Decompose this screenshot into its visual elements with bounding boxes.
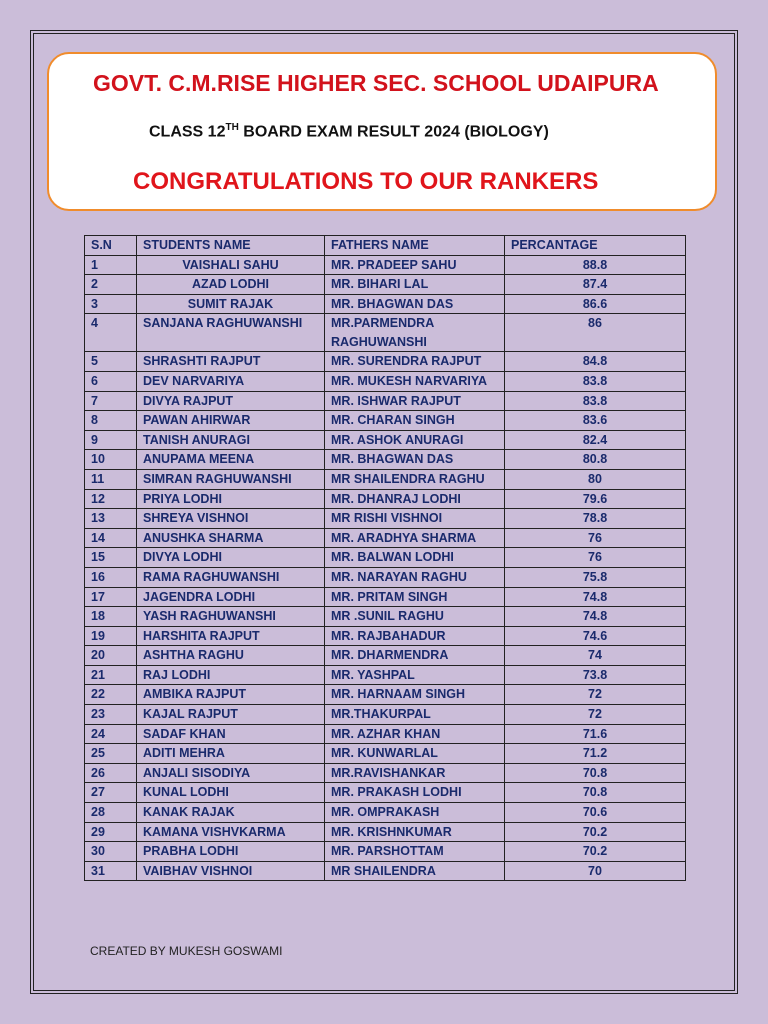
cell-father-name: MR. BIHARI LAL <box>325 275 505 295</box>
cell-father-name: MR. YASHPAL <box>325 665 505 685</box>
cell-percentage: 74.8 <box>505 607 686 627</box>
table-row <box>85 391 686 411</box>
cell-father-name: MR. RAJBAHADUR <box>325 626 505 646</box>
cell-percentage: 72 <box>505 705 686 725</box>
cell-father-name: MR SHAILENDRA <box>325 861 505 881</box>
table-row <box>85 275 686 295</box>
cell-sn: 17 <box>85 587 137 607</box>
cell-percentage: 70.8 <box>505 783 686 803</box>
table-row <box>85 646 686 666</box>
cell-percentage: 78.8 <box>505 509 686 529</box>
cell-percentage: 70.6 <box>505 803 686 823</box>
cell-sn: 19 <box>85 626 137 646</box>
cell-father-name: MR. DHANRAJ LODHI <box>325 489 505 509</box>
table-row <box>85 724 686 744</box>
table-row <box>85 352 686 372</box>
cell-percentage: 84.8 <box>505 352 686 372</box>
table-row <box>85 314 686 352</box>
cell-sn: 3 <box>85 294 137 314</box>
cell-percentage: 88.8 <box>505 255 686 275</box>
column-header-student: STUDENTS NAME <box>137 236 325 256</box>
table-row <box>85 842 686 862</box>
cell-sn: 6 <box>85 371 137 391</box>
table-row <box>85 255 686 275</box>
cell-sn: 8 <box>85 411 137 431</box>
table-row <box>85 450 686 470</box>
cell-percentage: 70.2 <box>505 822 686 842</box>
cell-sn: 4 <box>85 314 137 352</box>
cell-sn: 16 <box>85 567 137 587</box>
cell-student-name: ANJALI SISODIYA <box>137 763 325 783</box>
cell-father-name: MR .SUNIL RAGHU <box>325 607 505 627</box>
table-row <box>85 665 686 685</box>
cell-sn: 11 <box>85 469 137 489</box>
cell-student-name: AMBIKA RAJPUT <box>137 685 325 705</box>
cell-father-name: MR. PRITAM SINGH <box>325 587 505 607</box>
cell-father-name: MR. PRAKASH LODHI <box>325 783 505 803</box>
cell-student-name: SANJANA RAGHUWANSHI <box>137 314 325 352</box>
cell-sn: 2 <box>85 275 137 295</box>
cell-father-name: MR. BHAGWAN DAS <box>325 294 505 314</box>
table-row <box>85 371 686 391</box>
cell-father-name: MR. BALWAN LODHI <box>325 548 505 568</box>
cell-percentage: 70 <box>505 861 686 881</box>
cell-student-name: DIVYA RAJPUT <box>137 391 325 411</box>
column-header-father: FATHERS NAME <box>325 236 505 256</box>
cell-student-name: ANUSHKA SHARMA <box>137 528 325 548</box>
cell-percentage: 71.6 <box>505 724 686 744</box>
cell-father-name: MR. BHAGWAN DAS <box>325 450 505 470</box>
table-row <box>85 411 686 431</box>
cell-student-name: ADITI MEHRA <box>137 744 325 764</box>
cell-student-name: PAWAN AHIRWAR <box>137 411 325 431</box>
class-superscript: TH <box>225 122 239 133</box>
cell-father-name: MR. OMPRAKASH <box>325 803 505 823</box>
cell-student-name: ASHTHA RAGHU <box>137 646 325 666</box>
cell-percentage: 72 <box>505 685 686 705</box>
cell-father-name: MR. KRISHNKUMAR <box>325 822 505 842</box>
cell-percentage: 74.8 <box>505 587 686 607</box>
cell-percentage: 83.8 <box>505 391 686 411</box>
cell-father-name: MR. ARADHYA SHARMA <box>325 528 505 548</box>
footer-credit: CREATED BY MUKESH GOSWAMI <box>90 944 283 958</box>
cell-sn: 26 <box>85 763 137 783</box>
cell-percentage: 83.6 <box>505 411 686 431</box>
congratulations-title: CONGRATULATIONS TO OUR RANKERS <box>133 168 599 195</box>
cell-student-name: RAMA RAGHUWANSHI <box>137 567 325 587</box>
cell-student-name: PRIYA LODHI <box>137 489 325 509</box>
cell-sn: 1 <box>85 255 137 275</box>
cell-percentage: 79.6 <box>505 489 686 509</box>
cell-student-name: VAIBHAV VISHNOI <box>137 861 325 881</box>
table-row <box>85 705 686 725</box>
cell-student-name: SUMIT RAJAK <box>137 294 325 314</box>
cell-student-name: AZAD LODHI <box>137 275 325 295</box>
cell-percentage: 76 <box>505 528 686 548</box>
cell-sn: 29 <box>85 822 137 842</box>
cell-father-name: MR.THAKURPAL <box>325 705 505 725</box>
cell-father-name: MR. ASHOK ANURAGI <box>325 430 505 450</box>
cell-father-name: MR. AZHAR KHAN <box>325 724 505 744</box>
header-box <box>47 52 717 211</box>
table-row <box>85 783 686 803</box>
cell-sn: 21 <box>85 665 137 685</box>
table-row <box>85 626 686 646</box>
cell-percentage: 86 <box>505 314 686 352</box>
table-row <box>85 861 686 881</box>
cell-sn: 28 <box>85 803 137 823</box>
table-row <box>85 587 686 607</box>
class-prefix: CLASS 12 <box>149 123 226 141</box>
cell-sn: 24 <box>85 724 137 744</box>
table-row <box>85 685 686 705</box>
cell-sn: 20 <box>85 646 137 666</box>
cell-sn: 25 <box>85 744 137 764</box>
cell-father-name: MR SHAILENDRA RAGHU <box>325 469 505 489</box>
cell-student-name: RAJ LODHI <box>137 665 325 685</box>
cell-percentage: 74 <box>505 646 686 666</box>
table-row <box>85 469 686 489</box>
table-header-row <box>85 236 686 256</box>
cell-student-name: DEV NARVARIYA <box>137 371 325 391</box>
cell-student-name: SADAF KHAN <box>137 724 325 744</box>
cell-father-name: MR RISHI VISHNOI <box>325 509 505 529</box>
cell-student-name: KANAK RAJAK <box>137 803 325 823</box>
cell-percentage: 83.8 <box>505 371 686 391</box>
cell-sn: 14 <box>85 528 137 548</box>
school-name: GOVT. C.M.RISE HIGHER SEC. SCHOOL UDAIPURA <box>93 70 659 96</box>
cell-percentage: 86.6 <box>505 294 686 314</box>
cell-percentage: 70.8 <box>505 763 686 783</box>
cell-sn: 18 <box>85 607 137 627</box>
cell-student-name: TANISH ANURAGI <box>137 430 325 450</box>
cell-student-name: JAGENDRA LODHI <box>137 587 325 607</box>
cell-percentage: 82.4 <box>505 430 686 450</box>
cell-father-name: MR. ISHWAR RAJPUT <box>325 391 505 411</box>
column-header-sn: S.N <box>85 236 137 256</box>
cell-sn: 9 <box>85 430 137 450</box>
cell-father-name: MR.RAVISHANKAR <box>325 763 505 783</box>
table-row <box>85 509 686 529</box>
cell-student-name: KUNAL LODHI <box>137 783 325 803</box>
table-row <box>85 548 686 568</box>
cell-student-name: VAISHALI SAHU <box>137 255 325 275</box>
table-row <box>85 744 686 764</box>
cell-percentage: 74.6 <box>505 626 686 646</box>
cell-sn: 10 <box>85 450 137 470</box>
column-header-percentage: PERCANTAGE <box>505 236 686 256</box>
table-row <box>85 822 686 842</box>
cell-sn: 27 <box>85 783 137 803</box>
table-row <box>85 803 686 823</box>
cell-sn: 22 <box>85 685 137 705</box>
table-row <box>85 528 686 548</box>
class-line <box>149 122 549 141</box>
table-row <box>85 430 686 450</box>
cell-father-name: MR.PARMENDRA RAGHUWANSHI <box>325 314 505 352</box>
cell-father-name: MR. SURENDRA RAJPUT <box>325 352 505 372</box>
cell-student-name: YASH RAGHUWANSHI <box>137 607 325 627</box>
cell-father-name: MR. DHARMENDRA <box>325 646 505 666</box>
cell-sn: 30 <box>85 842 137 862</box>
table-row <box>85 607 686 627</box>
cell-percentage: 80.8 <box>505 450 686 470</box>
cell-father-name: MR. HARNAAM SINGH <box>325 685 505 705</box>
cell-father-name: MR. PRADEEP SAHU <box>325 255 505 275</box>
cell-sn: 13 <box>85 509 137 529</box>
cell-sn: 31 <box>85 861 137 881</box>
cell-percentage: 87.4 <box>505 275 686 295</box>
class-suffix: BOARD EXAM RESULT 2024 (BIOLOGY) <box>238 123 549 141</box>
cell-percentage: 70.2 <box>505 842 686 862</box>
cell-father-name: MR. PARSHOTTAM <box>325 842 505 862</box>
cell-student-name: ANUPAMA MEENA <box>137 450 325 470</box>
cell-percentage: 73.8 <box>505 665 686 685</box>
cell-sn: 7 <box>85 391 137 411</box>
cell-student-name: DIVYA LODHI <box>137 548 325 568</box>
cell-father-name: MR. NARAYAN RAGHU <box>325 567 505 587</box>
cell-percentage: 80 <box>505 469 686 489</box>
results-table <box>84 235 686 881</box>
cell-student-name: SIMRAN RAGHUWANSHI <box>137 469 325 489</box>
cell-student-name: SHRASHTI RAJPUT <box>137 352 325 372</box>
cell-student-name: HARSHITA RAJPUT <box>137 626 325 646</box>
table-row <box>85 294 686 314</box>
cell-sn: 23 <box>85 705 137 725</box>
table-body <box>85 255 686 881</box>
cell-sn: 15 <box>85 548 137 568</box>
cell-student-name: PRABHA LODHI <box>137 842 325 862</box>
table-row <box>85 567 686 587</box>
cell-father-name: MR. CHARAN SINGH <box>325 411 505 431</box>
table-row <box>85 489 686 509</box>
cell-student-name: SHREYA VISHNOI <box>137 509 325 529</box>
cell-sn: 12 <box>85 489 137 509</box>
cell-father-name: MR. KUNWARLAL <box>325 744 505 764</box>
table-row <box>85 763 686 783</box>
cell-percentage: 76 <box>505 548 686 568</box>
cell-sn: 5 <box>85 352 137 372</box>
cell-father-name: MR. MUKESH NARVARIYA <box>325 371 505 391</box>
cell-student-name: KAMANA VISHVKARMA <box>137 822 325 842</box>
cell-percentage: 75.8 <box>505 567 686 587</box>
cell-student-name: KAJAL RAJPUT <box>137 705 325 725</box>
cell-percentage: 71.2 <box>505 744 686 764</box>
